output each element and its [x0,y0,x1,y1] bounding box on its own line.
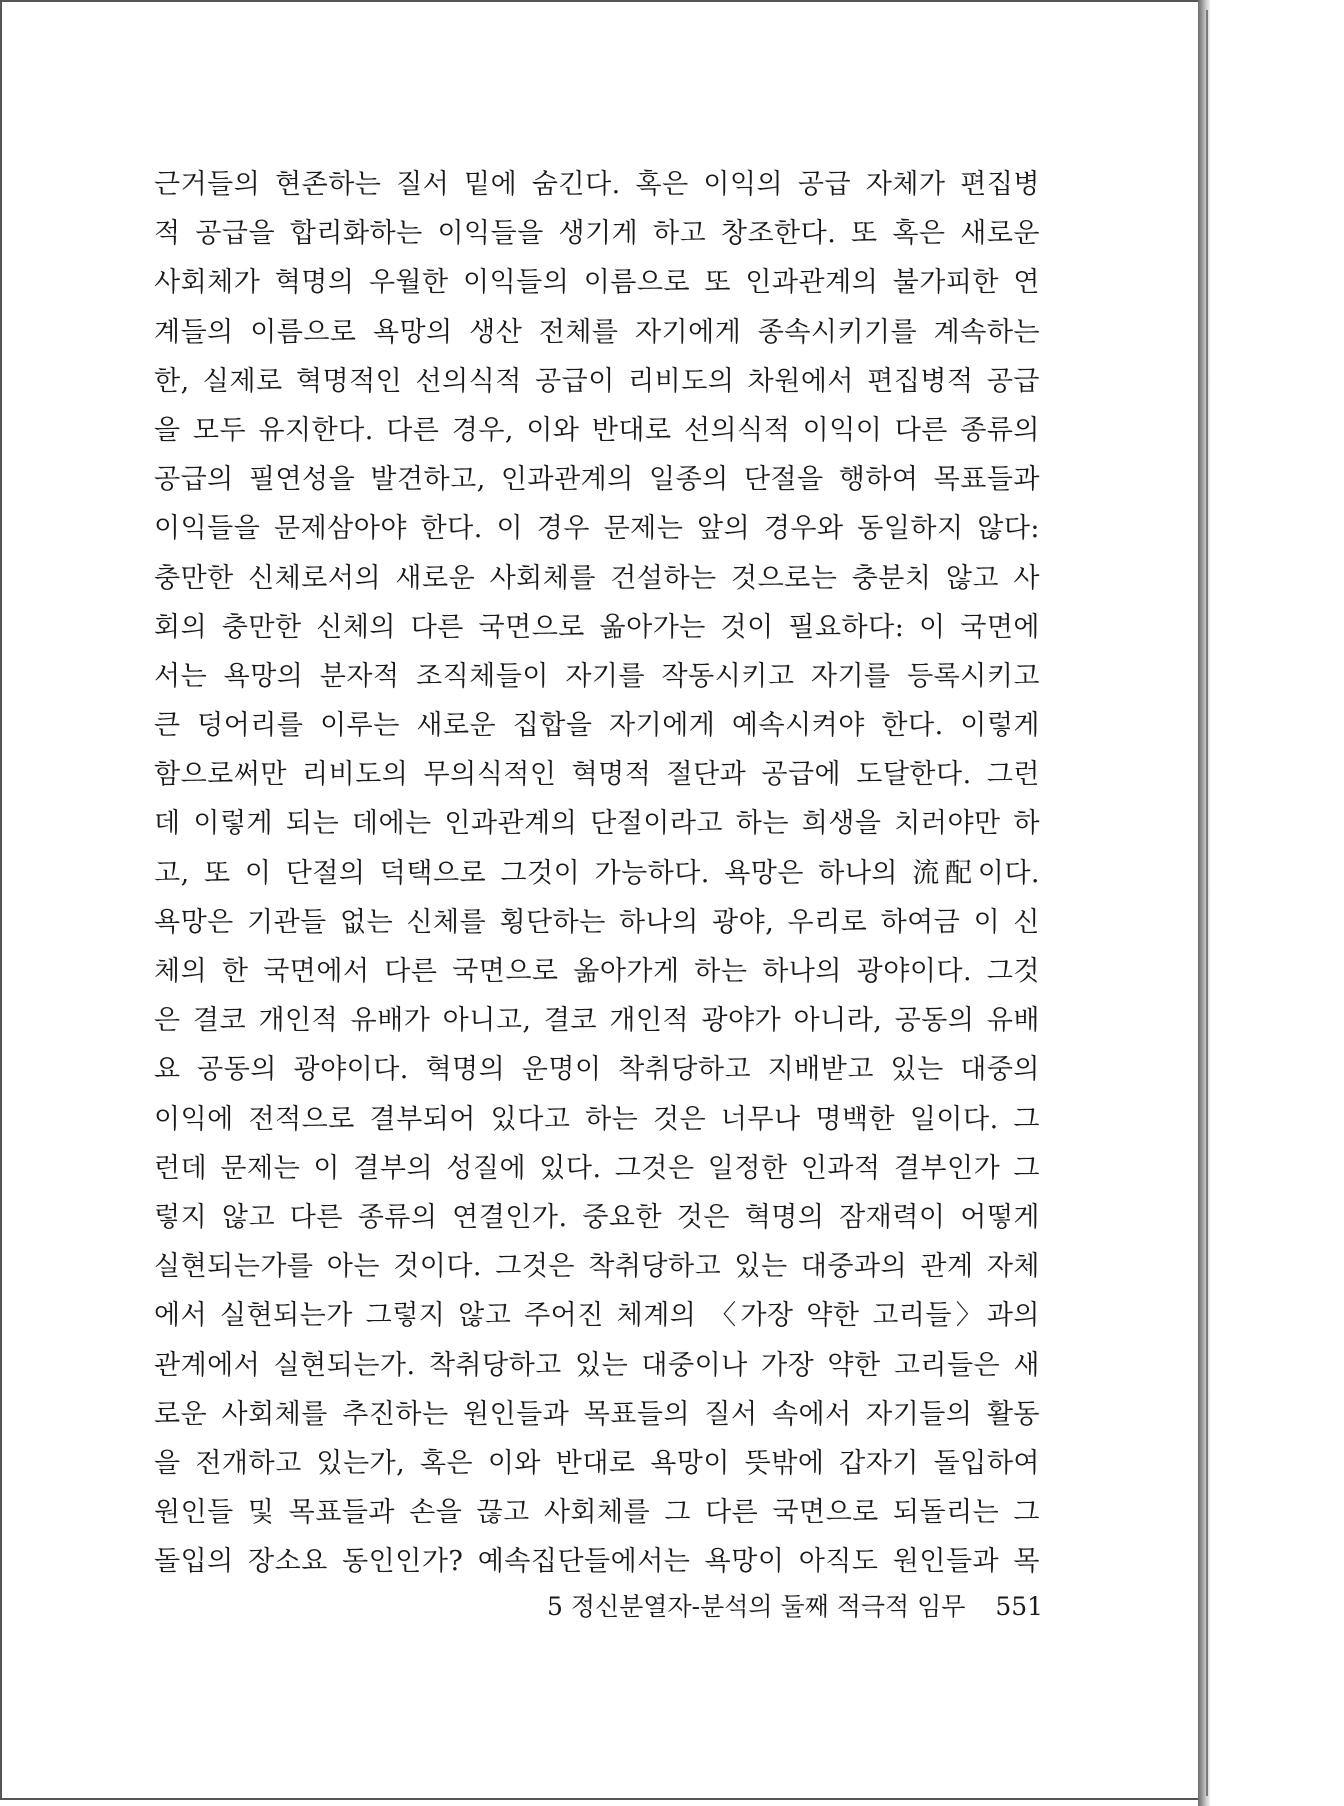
text-line: 체의 한 국면에서 다른 국면으로 옮아가게 하는 하나의 광야이다. 그것 [154,956,1040,987]
text-line: 런데 문제는 이 결부의 성질에 있다. 그것은 일정한 인과적 결부인가 그 [154,1152,1040,1184]
text-line: 근거들의 현존하는 질서 밑에 숨긴다. 혹은 이익의 공급 자체가 편집병 [154,169,1040,200]
text-line: 돌입의 장소요 동인인가? 예속집단들에서는 욕망이 아직도 원인들과 목 [154,1546,1040,1578]
text-line: 관계에서 실현되는가. 착취당하고 있는 대중이나 가장 약한 고리들은 새 [154,1349,1040,1381]
text-line: 이익들을 문제삼아야 한다. 이 경우 문제는 앞의 경우와 동일하지 않다: [154,513,1040,545]
text-line: 로운 사회체를 추진하는 원인들과 목표들의 질서 속에서 자기들의 활동 [154,1398,1040,1430]
text-line: 이익에 전적으로 결부되어 있다고 하는 것은 너무나 명백한 일이다. 그 [154,1103,1040,1135]
page-number: 551 [995,1592,1044,1621]
text-line: 회의 충만한 신체의 다른 국면으로 옮아가는 것이 필요하다: 이 국면에 [154,611,1040,643]
page-edge-line [1206,10,1208,1796]
text-line: 큰 덩어리를 이루는 새로운 집합을 자기에게 예속시켜야 한다. 이렇게 [154,710,1040,742]
text-line: 충만한 신체로서의 새로운 사회체를 건설하는 것으로는 충분치 않고 사 [154,562,1040,594]
text-line: 함으로써만 리비도의 무의식적인 혁명적 절단과 공급에 도달한다. 그런 [154,759,1040,791]
page-edge-shadow [1198,0,1210,1806]
text-line: 렇지 않고 다른 종류의 연결인가. 중요한 것은 혁명의 잠재력이 어떻게 [154,1201,1040,1233]
text-line: 에서 실현되는가 그렇지 않고 주어진 체계의 〈가장 약한 고리들〉과의 [154,1300,1040,1332]
text-line: 계들의 이름으로 욕망의 생산 전체를 자기에게 종속시키기를 계속하는 [154,316,1040,348]
text-line: 은 결코 개인적 유배가 아니고, 결코 개인적 광야가 아니라, 공동의 유배 [154,1005,1040,1037]
text-line: 데 이렇게 되는 데에는 인과관계의 단절이라고 하는 희생을 치러야만 하 [154,808,1040,840]
text-line: 한, 실제로 혁명적인 선의식적 공급이 리비도의 차원에서 편집병적 공급 [154,365,1040,397]
text-line: 공급의 필연성을 발견하고, 인과관계의 일종의 단절을 행하여 목표들과 [154,464,1040,496]
text-line: 원인들 및 목표들과 손을 끊고 사회체를 그 다른 국면으로 되돌리는 그 [154,1497,1040,1529]
text-line: 서는 욕망의 분자적 조직체들이 자기를 작동시키고 자기를 등록시키고 [154,660,1040,692]
text-line: 을 전개하고 있는가, 혹은 이와 반대로 욕망이 뜻밖에 갑자기 돌입하여 [154,1447,1040,1479]
body-text [154,160,1040,1586]
running-head: 5 정신분열자-분석의 둘째 적극적 임무 [547,1592,966,1621]
text-line: 욕망은 기관들 없는 신체를 횡단하는 하나의 광야, 우리로 하여금 이 신 [154,906,1040,938]
text-line: 실현되는가를 아는 것이다. 그것은 착취당하고 있는 대중과의 관계 자체 [154,1251,1040,1283]
text-line: 요 공동의 광야이다. 혁명의 운명이 착취당하고 지배받고 있는 대중의 [154,1054,1040,1086]
page-footer [547,1587,1044,1627]
text-line: 을 모두 유지한다. 다른 경우, 이와 반대로 선의식적 이익이 다른 종류의 [154,414,1040,446]
text-line: 적 공급을 합리화하는 이익들을 생기게 하고 창조한다. 또 혹은 새로운 [154,218,1040,250]
text-line: 사회체가 혁명의 우월한 이익들의 이름으로 또 인과관계의 불가피한 연 [154,267,1040,299]
text-line: 고, 또 이 단절의 덕택으로 그것이 가능하다. 욕망은 하나의 流配이다. [154,857,1040,889]
